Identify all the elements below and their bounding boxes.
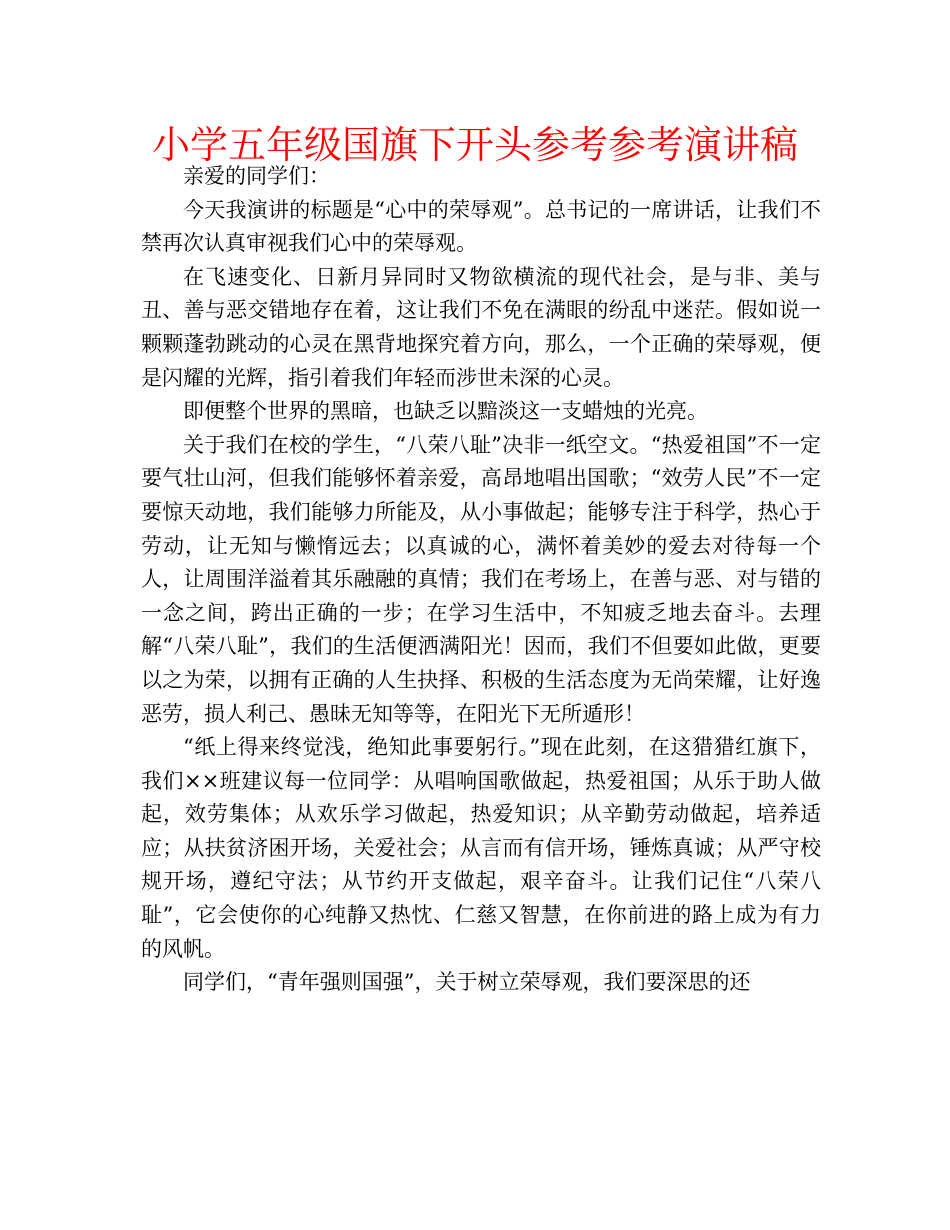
paragraph-5: “纸上得来终觉浅，绝知此事要躬行。”现在此刻，在这猎猎红旗下，我们××班建议每一位同学：从唱响国歌做起，热爱祖国；从乐于助人做起，效劳集体；从欢乐学习做起，热爱知识；从辛勤劳动做起，培养适应；从扶贫济困开场，关爱社会；从言而有信开场，锤炼真诚；从严守校规开场，遵纪守法；从节约开支做起，艰辛奋斗。让我们记住“八荣八耻”，它会使你的心纯静又热忱、仁慈又智慧，在你前进的路上成为有力的风帆。 bbox=[141, 735, 821, 961]
paragraph-1: 今天我演讲的标题是“心中的荣辱观”。总书记的一席讲话，让我们不禁再次认真审视我们心中的荣辱观。 bbox=[141, 197, 821, 256]
paragraph-salutation: 亲爱的同学们： bbox=[183, 164, 330, 188]
paragraph-6: 同学们，“青年强则国强”，关于树立荣辱观，我们要深思的还 bbox=[183, 970, 751, 995]
document-title: 小学五年级国旗下开头参考参考演讲稿 bbox=[151, 123, 798, 167]
document-body bbox=[141, 160, 821, 1000]
paragraph-3: 即便整个世界的黑暗，也缺乏以黯淡这一支蜡烛的光亮。 bbox=[183, 399, 708, 424]
paragraph-4: 关于我们在校的学生，“八荣八耻”决非一纸空文。“热爱祖国”不一定要气壮山河，但我们能够怀着亲爱，高昂地唱出国歌；“效劳人民”不一定要惊天动地，我们能够力所能及，从小事做起；能够专注于科学，热心于劳动，让无知与懒惰远去；以真诚的心，满怀着美妙的爱去对待每一个人，让周围洋溢着其乐融融的真情；我们在考场上，在善与恶、对与错的一念之间，跨出正确的一步；在学习生活中，不知疲乏地去奋斗。去理解“八荣八耻”，我们的生活便洒满阳光！因而，我们不但要如此做，更要以之为荣，以拥有正确的人生抉择、积极的生活态度为无尚荣耀，让好逸恶劳，损人利己、愚昧无知等等，在阳光下无所遁形！ bbox=[141, 432, 821, 726]
paragraph-2: 在飞速变化、日新月异同时又物欲横流的现代社会，是与非、美与丑、善与恶交错地存在着，这让我们不免在满眼的纷乱中迷茫。假如说一颗颗蓬勃跳动的心灵在黑背地探究着方向，那么，一个正确的荣辱观，便是闪耀的光辉，指引着我们年轻而涉世未深的心灵。 bbox=[141, 264, 821, 390]
